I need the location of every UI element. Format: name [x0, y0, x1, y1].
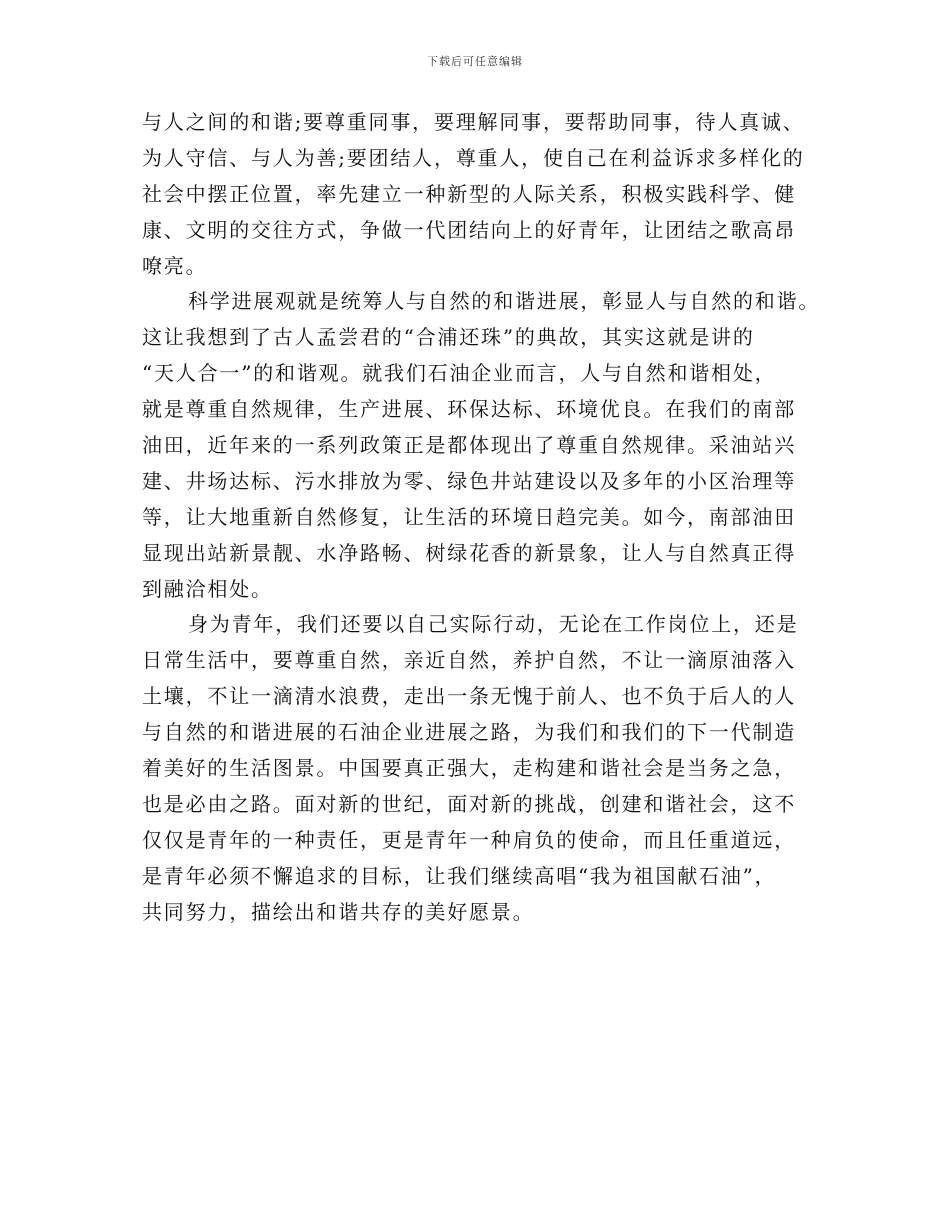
text-line: 为人守信、与人为善;要团结人，尊重人，使自己在利益诉求多样化的: [142, 145, 805, 170]
text-line: 社会中摆正位置，率先建立一种新型的人际关系，积极实践科学、健: [142, 181, 796, 206]
text-line: 土壤，不让一滴清水浪费，走出一条无愧于前人、也不负于后人的人: [142, 684, 796, 709]
text-line: 建、井场达标、污水排放为零、绿色井站建设以及多年的小区治理等: [142, 468, 796, 493]
text-line: 身为青年，我们还要以自己实际行动，无论在工作岗位上，还是: [188, 612, 799, 637]
text-line: 也是必由之路。面对新的世纪，面对新的挑战，创建和谐社会，这不: [142, 791, 796, 816]
text-line: 到融洽相处。: [142, 576, 273, 601]
text-line: 着美好的生活图景。中国要真正强大，走构建和谐社会是当务之急，: [142, 756, 796, 781]
text-line: 显现出站新景靓、水净路畅、树绿花香的新景象，让人与自然真正得: [142, 540, 796, 565]
text-line: 嘹亮。: [142, 253, 208, 278]
text-line: 科学进展观就是统筹人与自然的和谐进展，彰显人与自然的和谐。: [188, 289, 821, 314]
text-line: 这让我想到了古人孟尝君的“合浦还珠”的典故，其实这就是讲的: [142, 325, 755, 350]
paragraph-1: [142, 105, 822, 284]
document-body: [142, 105, 822, 930]
text-line: 等，让大地重新自然修复，让生活的环境日趋完美。如今，南部油田: [142, 504, 796, 529]
text-line: 是青年必须不懈追求的目标，让我们继续高唱“我为祖国献石油”，: [142, 863, 777, 888]
paragraph-3: [142, 607, 822, 930]
text-line: 与自然的和谐进展的石油企业进展之路，为我们和我们的下一代制造: [142, 720, 796, 745]
text-line: 仅仅是青年的一种责任，更是青年一种肩负的使命，而且任重道远，: [142, 827, 796, 852]
text-line: 康、文明的交往方式，争做一代团结向上的好青年，让团结之歌高昂: [142, 217, 796, 242]
text-line: “天人合一”的和谐观。就我们石油企业而言，人与自然和谐相处，: [142, 361, 777, 386]
paragraph-2: [142, 284, 822, 607]
text-line: 油田，近年来的一系列政策正是都体现出了尊重自然规律。采油站兴: [142, 433, 796, 458]
text-line: 就是尊重自然规律，生产进展、环保达标、环境优良。在我们的南部: [142, 397, 796, 422]
text-line: 与人之间的和谐;要尊重同事，要理解同事，要帮助同事，待人真诚、: [142, 110, 805, 134]
text-line: 共同努力，描绘出和谐共存的美好愿景。: [142, 899, 535, 924]
text-line: 日常生活中，要尊重自然，亲近自然，养护自然，不让一滴原油落入: [142, 648, 796, 673]
page-header-note: 下载后可任意编辑: [427, 55, 523, 68]
